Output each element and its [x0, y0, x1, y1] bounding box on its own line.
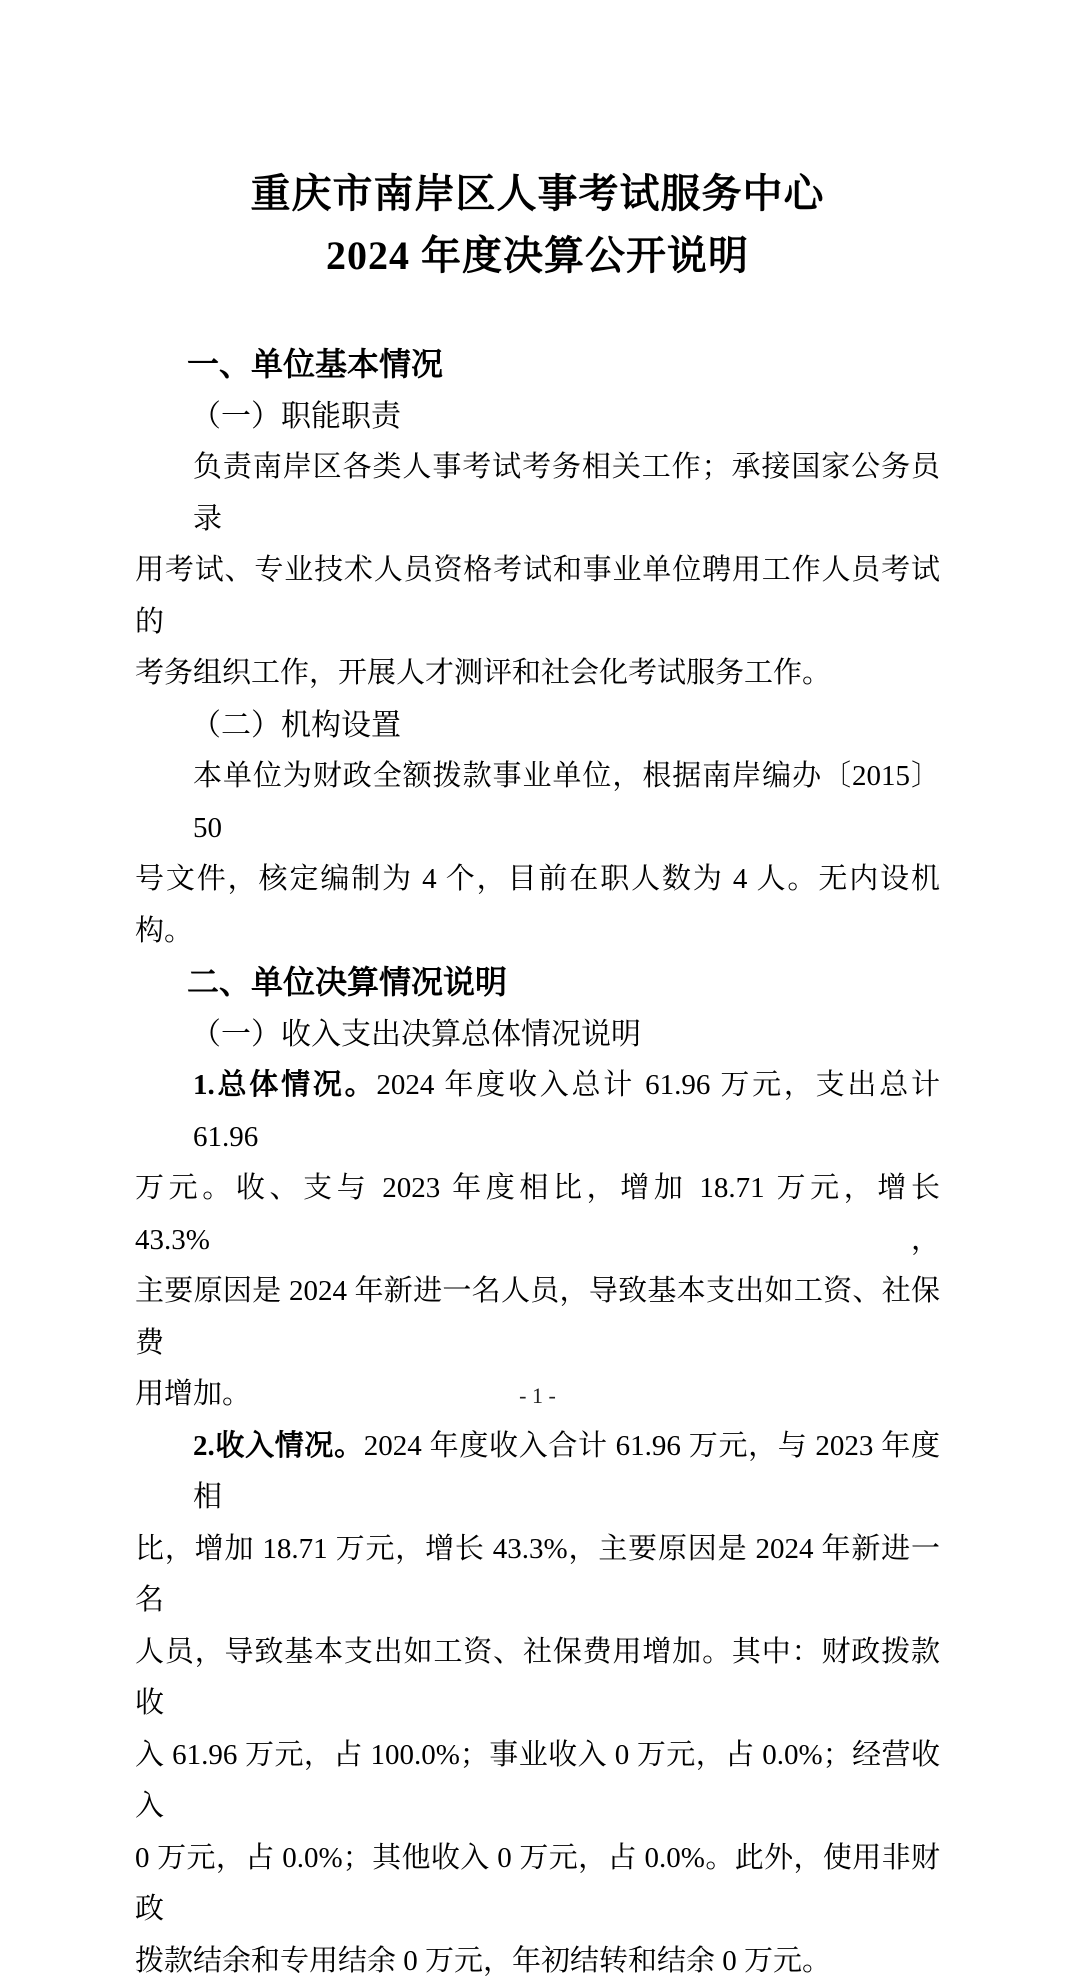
text-line: 0 万元，占 0.0%；其他收入 0 万元，占 0.0%。此外，使用非财政 — [135, 1833, 940, 1936]
text-line: 万元。收、支与 2023 年度相比，增加 18.71 万元，增长 43.3%， — [135, 1163, 940, 1266]
text-line: 负责南岸区各类人事考试考务相关工作；承接国家公务员录 — [135, 442, 940, 545]
page-footer — [0, 1381, 1075, 1411]
text-line: 比，增加 18.71 万元，增长 43.3%，主要原因是 2024 年新进一名 — [135, 1524, 940, 1627]
section-heading-2: 二、单位决算情况说明 — [135, 957, 940, 1009]
paragraph-org — [135, 751, 940, 957]
text-line — [135, 1421, 940, 1524]
text-line: 号文件，核定编制为 4 个，目前在职人数为 4 人。无内设机构。 — [135, 854, 940, 957]
paragraph-duties — [135, 442, 940, 700]
text-line: 主要原因是 2024 年新进一名人员，导致基本支出如工资、社保费 — [135, 1266, 940, 1369]
text-line: 入 61.96 万元，占 100.0%；事业收入 0 万元，占 0.0%；经营收入 — [135, 1730, 940, 1833]
text-line: 人员，导致基本支出如工资、社保费用增加。其中：财政拨款收 — [135, 1627, 940, 1730]
paragraph-overall — [135, 1060, 940, 1421]
subsection-heading-1-1: （一）职能职责 — [135, 391, 940, 443]
paragraph-income — [135, 1421, 940, 1987]
text-line: 拨款结余和专用结余 0 万元，年初结转和结余 0 万元。 — [135, 1936, 940, 1987]
text-line: 考务组织工作，开展人才测评和社会化考试服务工作。 — [135, 648, 940, 700]
text-line — [135, 1060, 940, 1163]
text-line: 本单位为财政全额拨款事业单位，根据南岸编办〔2015〕50 — [135, 751, 940, 854]
title-line-2: 2024 年度决算公开说明 — [0, 225, 1075, 287]
text-line: 用增加。 — [135, 1369, 940, 1421]
document-title — [0, 0, 1075, 287]
bold-lead: 1.总体情况。 — [193, 1069, 376, 1101]
text-run: 2024 年度收入总计 61.96 万元，支出总计 61.96 — [193, 1069, 940, 1153]
subsection-heading-2-1: （一）收入支出决算总体情况说明 — [135, 1009, 940, 1061]
page-number: - 1 - — [519, 1383, 556, 1408]
text-line: 用考试、专业技术人员资格考试和事业单位聘用工作人员考试的 — [135, 545, 940, 648]
section-heading-1: 一、单位基本情况 — [135, 339, 940, 391]
bold-lead: 2.收入情况。 — [193, 1430, 364, 1462]
document-body — [135, 339, 940, 1987]
title-line-1: 重庆市南岸区人事考试服务中心 — [0, 163, 1075, 225]
text-run: 2024 年度收入合计 61.96 万元，与 2023 年度相 — [193, 1430, 940, 1514]
subsection-heading-1-2: （二）机构设置 — [135, 700, 940, 752]
